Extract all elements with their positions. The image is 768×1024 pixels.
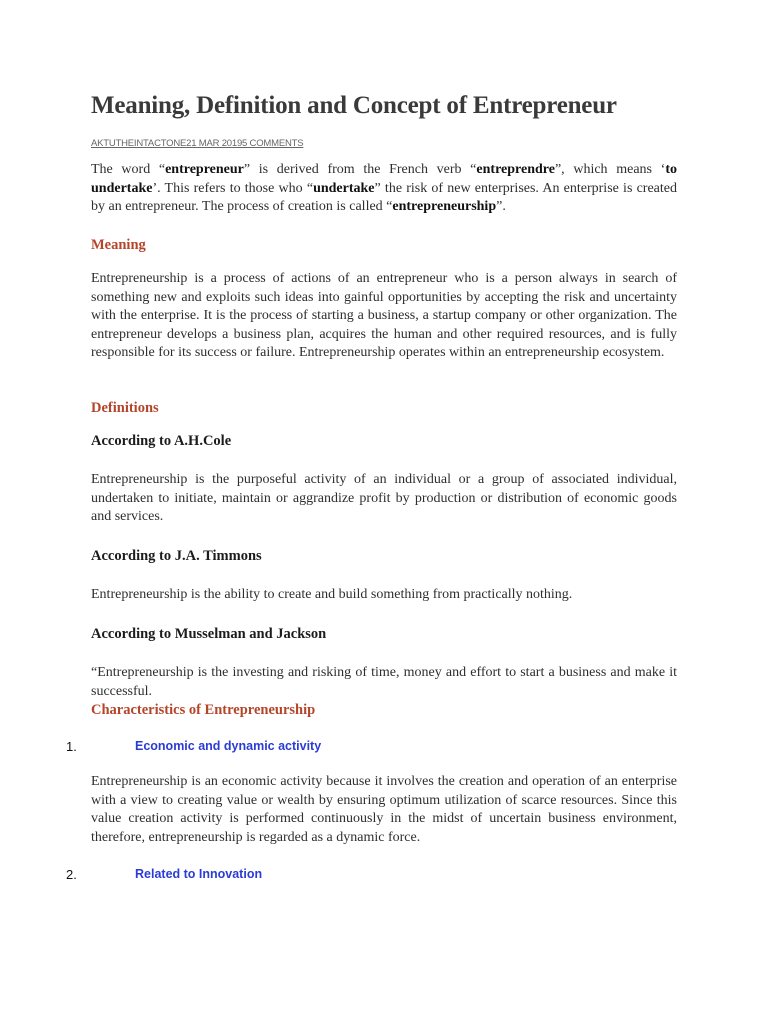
definition-text-musselman: “Entrepreneurship is the investing and risking of time, money and effort to start a business and make it successful. [91, 665, 677, 699]
article-title: Meaning, Definition and Concept of Entrepreneur [91, 92, 617, 119]
definition-author-musselman: According to Musselman and Jackson [91, 626, 327, 642]
intro-text: The word “ [91, 162, 166, 177]
definition-text-timmons: Entrepreneurship is the ability to create and build something from practically nothing. [91, 587, 573, 602]
list-number: 1. [66, 739, 77, 754]
intro-bold-term: entrepreneur [165, 162, 244, 177]
intro-paragraph [91, 161, 677, 217]
intro-text: ”, which means ‘ [554, 162, 666, 177]
characteristics-heading: Characteristics of Entrepreneurship [91, 702, 316, 718]
intro-text: ”. [496, 199, 506, 214]
list-number: 2. [66, 867, 77, 882]
intro-text: ” is derived from the French verb “ [243, 162, 477, 177]
definitions-heading: Definitions [91, 400, 159, 416]
definition-author-cole: According to A.H.Cole [91, 433, 232, 449]
intro-text: ’. This refers to those who “ [152, 180, 314, 196]
meaning-heading: Meaning [91, 237, 146, 253]
definition-text-cole: Entrepreneurship is the purposeful activity of an individual or a group of associated individual, undertaken to initiate, maintain or aggrandize profit by production or distribution of economic goods and services. [91, 472, 677, 524]
intro-bold-term: undertake [313, 180, 375, 196]
characteristic-title-innovation: Related to Innovation [135, 867, 263, 881]
intro-bold-term: to undertake [91, 162, 677, 196]
article-meta-link[interactable]: AKTUTHEINTACTONE21 MAR 20195 COMMENTS [91, 138, 304, 149]
characteristic-text-economic: Entrepreneurship is an economic activity because it involves the creation and operation of an enterprise with a view to creating value or wealth by ensuring optimum utilization of scarce resources. Since this value creation activity is performed continuously in the midst of uncertain business environment, therefore, entrepreneurship is regarded as a dynamic force. [91, 774, 677, 845]
intro-bold-term: entrepreneurship [392, 199, 497, 214]
definition-author-timmons: According to J.A. Timmons [91, 548, 262, 564]
intro-bold-term: entreprendre [476, 162, 555, 177]
intro-text: ” the risk of new enterprises. An enterprise is created by an entrepreneur. The process of creation is called “ [91, 180, 677, 214]
characteristic-title-economic: Economic and dynamic activity [135, 739, 322, 753]
meaning-paragraph: Entrepreneurship is a process of actions of an entrepreneur who is a person always in search of something new and exploits such ideas into gainful opportunities by accepting the risk and uncertainty with the enterprise. It is the process of starting a business, a startup company or other organization. The entrepreneur develops a business plan, acquires the human and other required resources, and is fully responsible for its success or failure. Entrepreneurship operates within an entrepreneurship ecosystem. [91, 271, 677, 360]
